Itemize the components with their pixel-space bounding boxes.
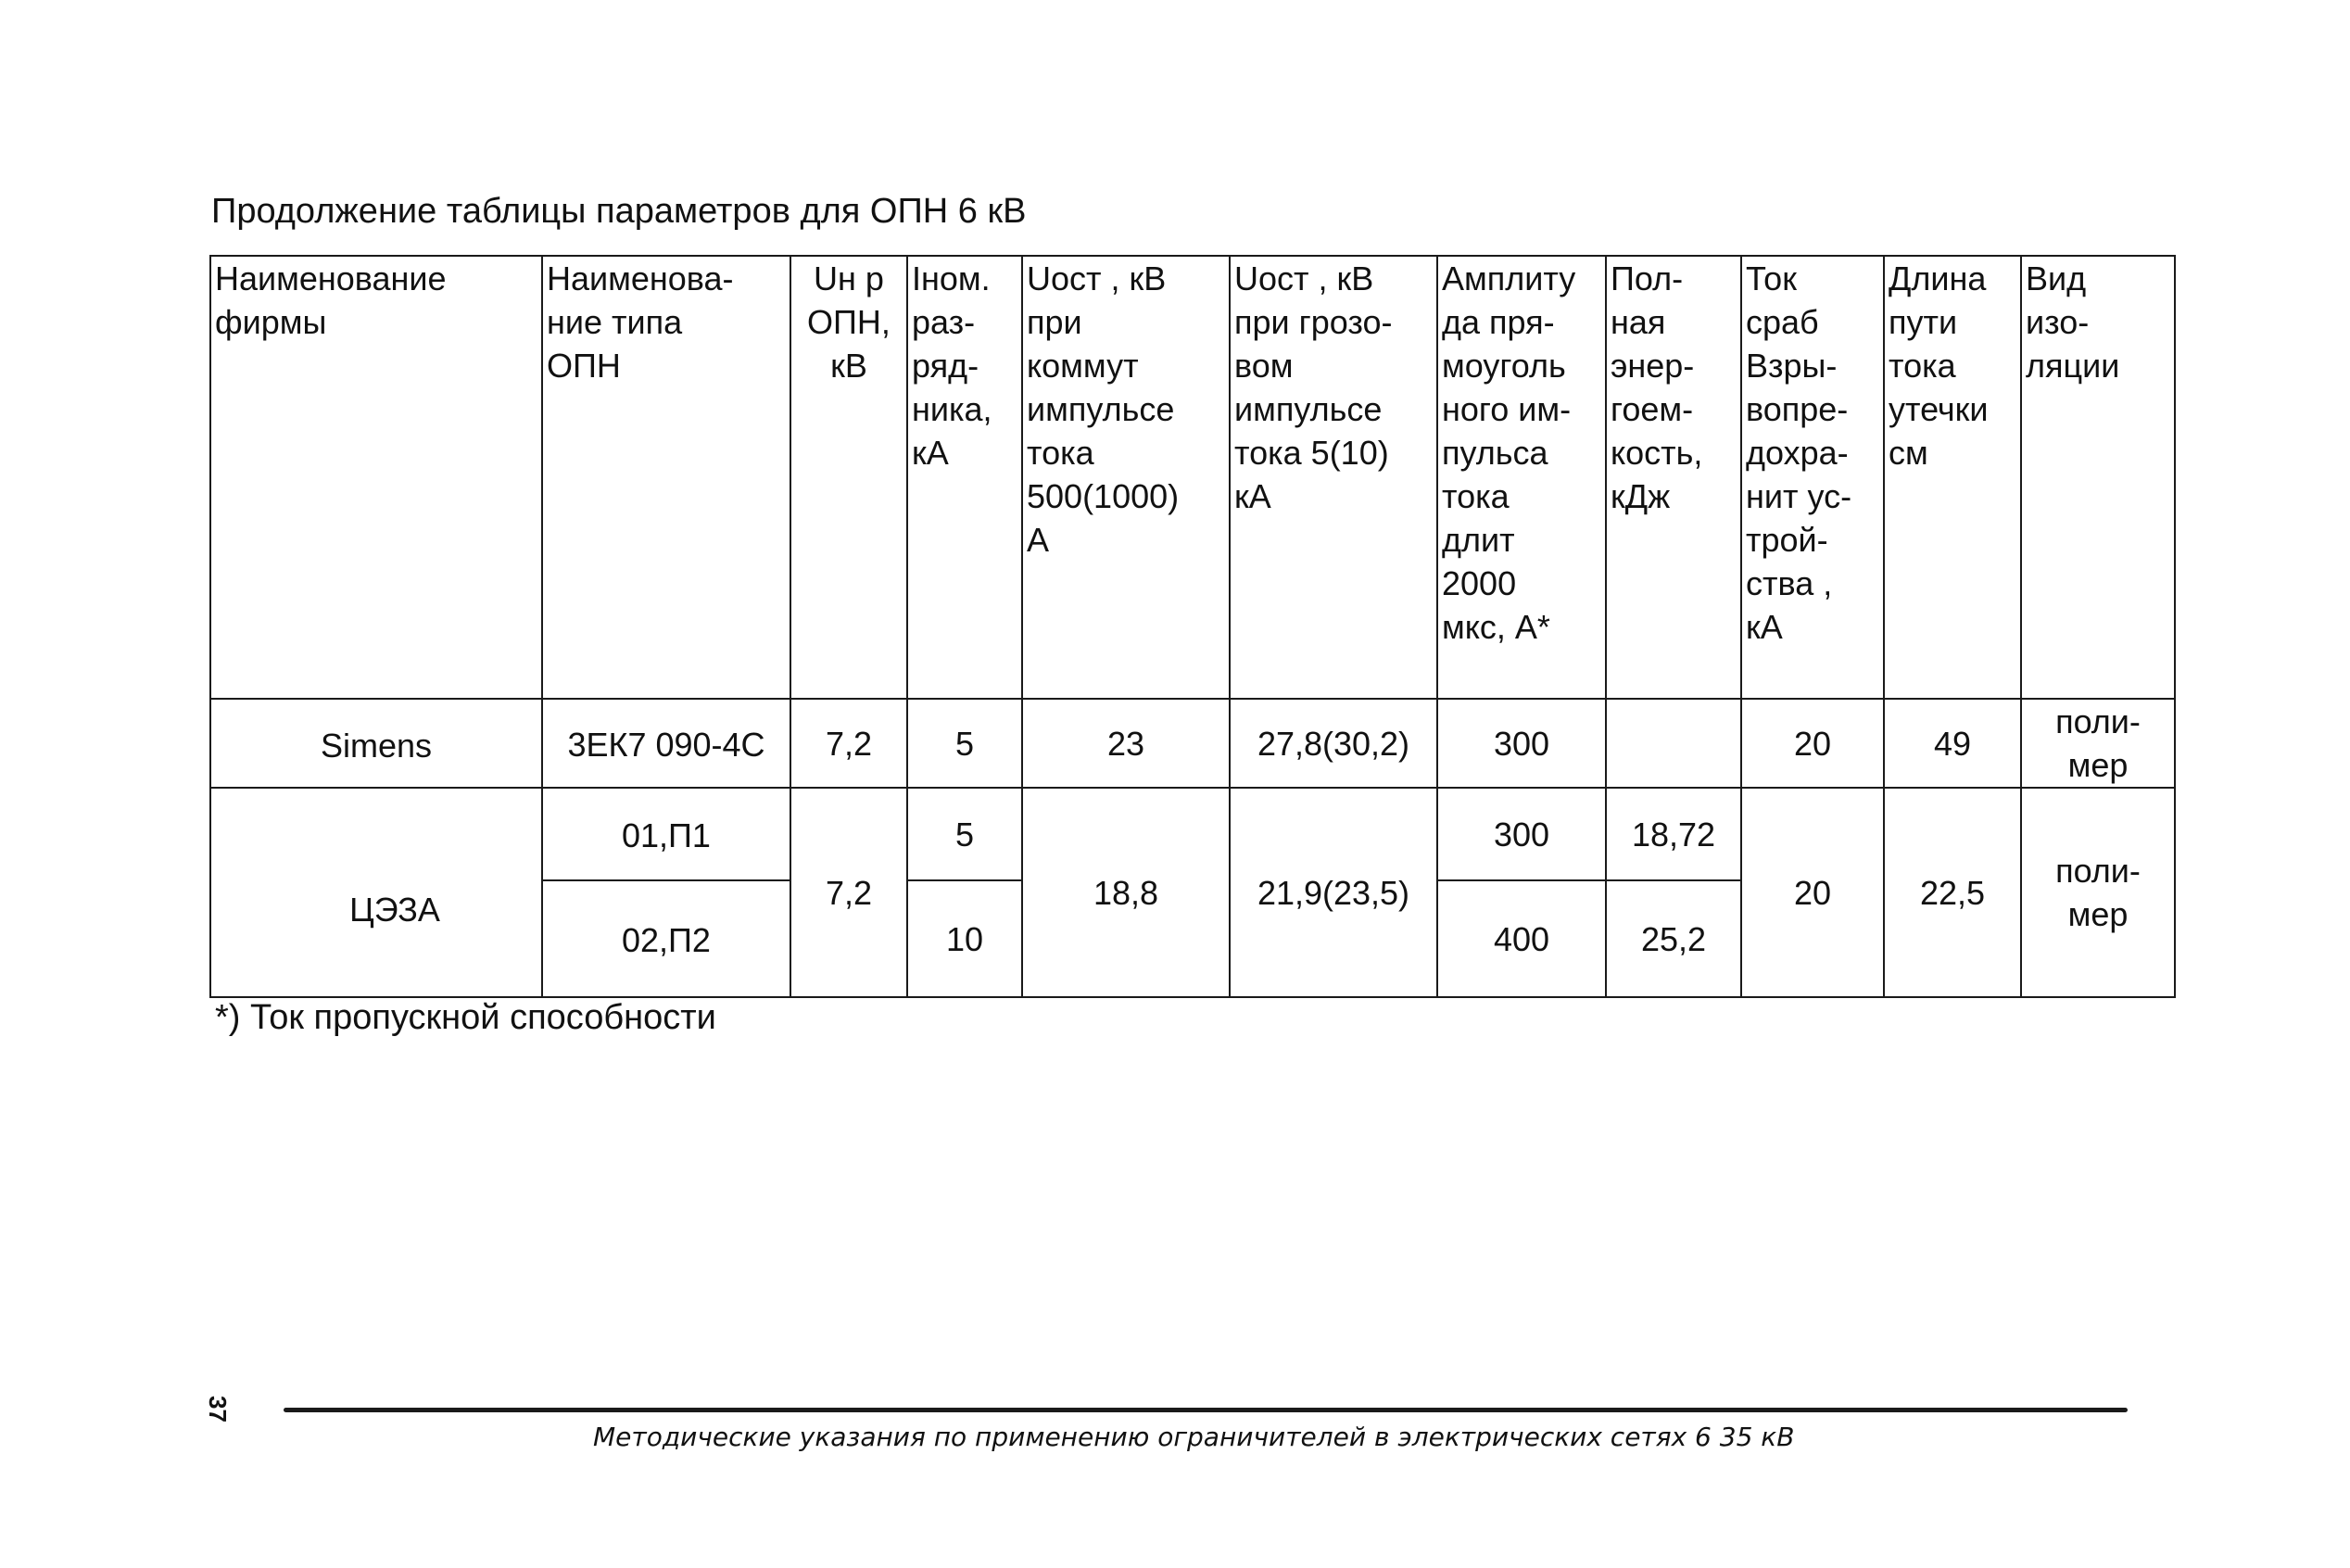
un-cell: 7,2 <box>790 788 907 997</box>
header-cell: Iном. раз- ряд- ника, кА <box>907 256 1022 699</box>
header-cell: Uост , кВ при грозо- вом импульсе тока 5(10) кА <box>1230 256 1437 699</box>
inom-cell: 10 <box>907 880 1022 997</box>
header-cell: Наименование фирмы <box>210 256 542 699</box>
tok-srab-cell: 20 <box>1741 788 1884 997</box>
type-cell: 01,П1 <box>542 788 790 880</box>
amplitude-cell: 300 <box>1437 788 1606 880</box>
u-komm-cell: 18,8 <box>1022 788 1230 997</box>
header-cell: Uн р ОПН, кВ <box>790 256 907 699</box>
header-row <box>210 256 2175 699</box>
un-cell: 7,2 <box>790 699 907 788</box>
firm-cell: Simens <box>210 699 542 788</box>
header-cell: Вид изо- ляции <box>2021 256 2175 699</box>
document-title: Методические указания по применению ограничителей в электрических сетях 6 35 кВ <box>593 1422 1795 1452</box>
firm-cell: ЦЭЗА <box>210 788 542 997</box>
izolation-cell: поли- мер <box>2021 699 2175 788</box>
type-cell: 3ЕК7 090-4С <box>542 699 790 788</box>
u-groz-cell: 21,9(23,5) <box>1230 788 1437 997</box>
table-row-simens <box>210 699 2175 788</box>
izolation-cell: поли- мер <box>2021 788 2175 997</box>
table-row-ceza-1 <box>210 788 2175 880</box>
energy-cell: 18,72 <box>1606 788 1741 880</box>
amplitude-cell: 400 <box>1437 880 1606 997</box>
energy-cell <box>1606 699 1741 788</box>
header-cell: Амплиту да пря- моуголь ного им- пульса тока длит 2000 мкс, А* <box>1437 256 1606 699</box>
amplitude-cell: 300 <box>1437 699 1606 788</box>
page-number: 37 <box>204 1396 232 1423</box>
u-groz-cell: 27,8(30,2) <box>1230 699 1437 788</box>
header-cell: Uост , кВ при коммут импульсе тока 500(1000) А <box>1022 256 1230 699</box>
inom-cell: 5 <box>907 788 1022 880</box>
type-cell: 02,П2 <box>542 880 790 997</box>
dlina-cell: 49 <box>1884 699 2021 788</box>
header-cell: Ток сраб Взры- вопре- дохра- нит ус- трой- ства , кА <box>1741 256 1884 699</box>
energy-cell: 25,2 <box>1606 880 1741 997</box>
tok-srab-cell: 20 <box>1741 699 1884 788</box>
header-cell: Длина пути тока утечки см <box>1884 256 2021 699</box>
footnote: *) Ток пропускной способности <box>215 998 716 1037</box>
inom-cell: 5 <box>907 699 1022 788</box>
header-cell: Наименова- ние типа ОПН <box>542 256 790 699</box>
u-komm-cell: 23 <box>1022 699 1230 788</box>
table-caption: Продолжение таблицы параметров для ОПН 6 кВ <box>211 192 1027 231</box>
header-cell: Пол- ная энер- гоем- кость, кДж <box>1606 256 1741 699</box>
footer-rule <box>284 1408 2128 1412</box>
dlina-cell: 22,5 <box>1884 788 2021 997</box>
parameters-table <box>209 255 2176 998</box>
